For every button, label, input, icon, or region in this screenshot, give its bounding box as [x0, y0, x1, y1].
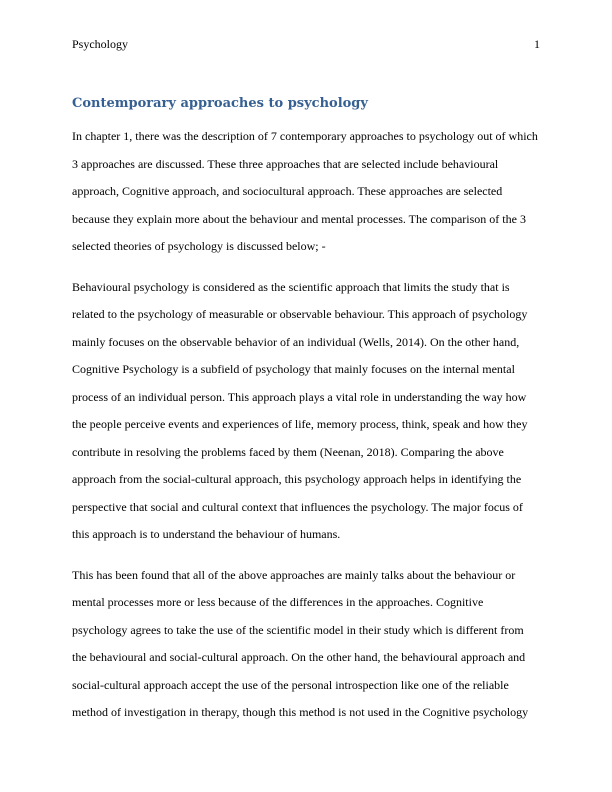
section-heading: Contemporary approaches to psychology	[72, 96, 368, 111]
page-number: 1	[534, 37, 540, 51]
paragraph-line: social-cultural approach accept the use of the personal introspection like one of the reliable	[72, 677, 509, 692]
paragraph-line: because they explain more about the behaviour and mental processes. The comparison of the 3	[72, 211, 526, 226]
paragraph-line: perspective that social and cultural context that influences the psychology. The major focus of	[72, 499, 523, 514]
paragraph-3	[72, 562, 542, 727]
paragraph-1	[72, 123, 542, 261]
paragraph-2	[72, 274, 542, 549]
paragraph-line: the people perceive events and experiences of life, memory process, think, speak and how they	[72, 417, 528, 431]
paragraph-line: mainly focuses on the observable behavior of an individual (Wells, 2014). On the other hand,	[72, 334, 520, 349]
paragraph-line: Cognitive Psychology is a subfield of psychology that mainly focuses on the internal mental	[72, 362, 515, 376]
paragraph-line: the behavioural and social-cultural approach. On the other hand, the behavioural approach and	[72, 650, 526, 664]
paragraph-line: psychology agrees to take the use of the scientific model in their study which is different from	[72, 622, 524, 637]
paragraph-line: process of an individual person. This approach plays a vital role in understanding the way how	[72, 389, 527, 404]
paragraph-line: Behavioural psychology is considered as the scientific approach that limits the study that is	[72, 279, 510, 294]
paragraph-line: method of investigation in therapy, though this method is not used in the Cognitive psychology	[72, 705, 529, 719]
paragraph-line: 3 approaches are discussed. These three approaches that are selected include behavioural	[72, 156, 499, 171]
paragraph-line: this approach is to understand the behaviour of humans.	[72, 527, 341, 541]
paragraph-line: related to the psychology of measurable or observable behaviour. This approach of psychology	[72, 307, 528, 321]
body-text	[72, 123, 542, 740]
paragraph-line: mental processes more or less because of the differences in the approaches. Cognitive	[72, 595, 484, 609]
paragraph-line: This has been found that all of the above approaches are mainly talks about the behaviour or	[72, 567, 516, 582]
paragraph-line: approach, Cognitive approach, and sociocultural approach. These approaches are selected	[72, 184, 503, 198]
paragraph-line: approach from the social-cultural approach, this psychology approach helps in identifying the	[72, 472, 522, 486]
running-head: Psychology	[72, 37, 129, 51]
paragraph-line: selected theories of psychology is discussed below; -	[72, 239, 326, 253]
paragraph-line: contribute in resolving the problems faced by them (Neenan, 2018). Comparing the above	[72, 444, 504, 459]
paragraph-line: In chapter 1, there was the description of 7 contemporary approaches to psychology out of which	[72, 129, 538, 143]
